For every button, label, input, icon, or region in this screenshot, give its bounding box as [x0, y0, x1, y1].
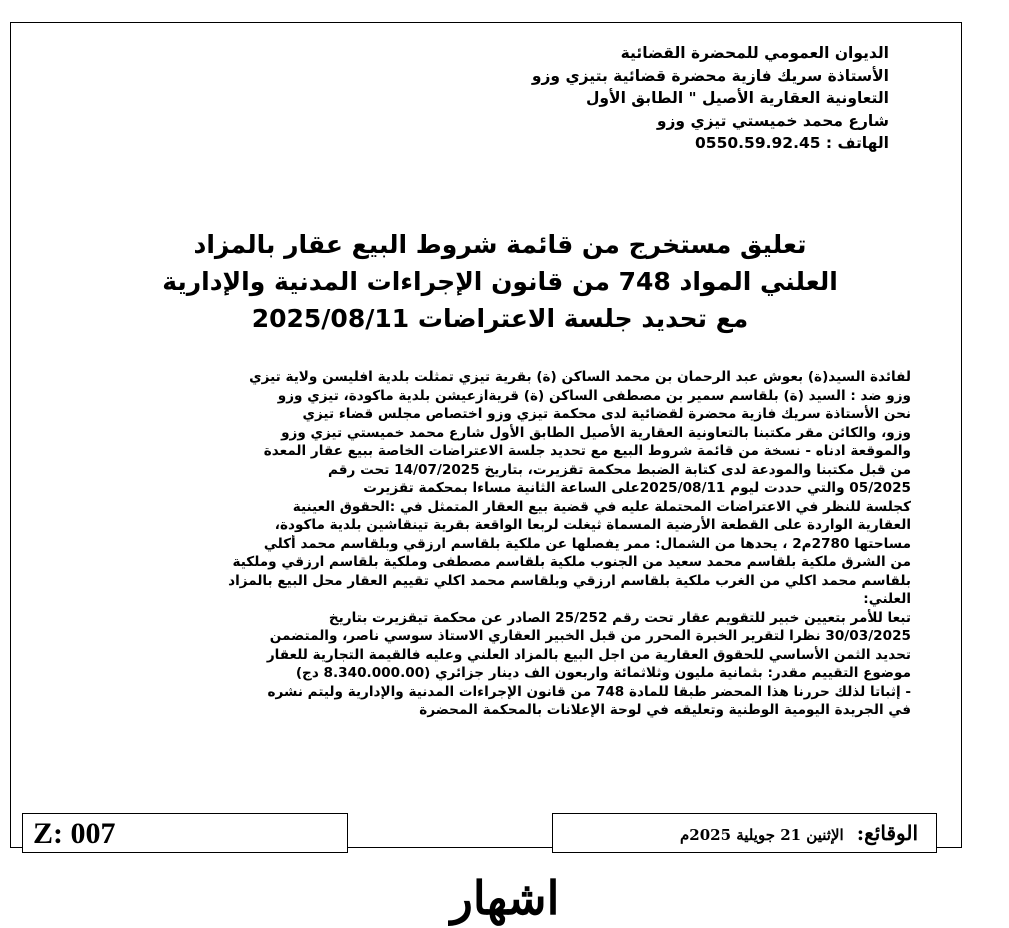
header-line: شارع محمد خميستي تيزي وزو [656, 111, 889, 130]
body-line: - إثباتا لذلك حررنا هذا المحضر طبقا للمادة 748 من قانون الإجراءات المدنية والإدارية وليتم نشره [267, 683, 911, 700]
body-line: بلقاسم محمد اكلي من الغرب ملكية بلقاسم ارزقي وبلقاسم محمد اكلي تقييم العقار محل البيع بالمزاد [228, 572, 911, 589]
body-line: تبعا للأمر بتعيين خبير للتقويم عقار تحت رقم 25/252 الصادر عن محكمة تيقزيرت بتاريخ [328, 609, 911, 626]
body-line: من قبل مكتبنا والمودعة لدى كتابة الضبط محكمة تقزيرت، بتاريخ 14/07/2025 تحت رقم [327, 461, 911, 478]
body-line: تحديد الثمن الأساسي للحقوق العقارية من اجل البيع بالمزاد العلني وعليه فالقيمة التجارية للعقار [266, 646, 911, 663]
header-phone: الهاتف : 0550.59.92.45 [695, 134, 889, 152]
body-line: في الجريدة اليومية الوطنية وتعليقه في لوحة الإعلانات بالمحكمة المحضرة [419, 702, 911, 718]
announcement-heading: اشهار [450, 871, 560, 925]
header-line: الأستاذة سريك فازية محضرة قضائية بتيزي وزو [531, 66, 889, 85]
bailiff-office-header [389, 42, 889, 155]
title-line: مع تحديد جلسة الاعتراضات 2025/08/11 [251, 304, 749, 333]
header-line: الديوان العمومي للمحضرة القضائية [620, 44, 889, 62]
reference-box [22, 813, 348, 853]
body-line: العلني: [863, 591, 911, 607]
notice-title [100, 226, 900, 337]
body-line: مساحتها 2780م2 ، يحدها من الشمال: ممر يفصلها عن ملكية بلقاسم ارزقي وبلقاسم محمد أكلي [263, 535, 911, 552]
body-line: وزو، والكائن مقر مكتبنا بالتعاونية العقارية الأصيل الطابق الأول شارع محمد خميستي تيزي وزو [281, 424, 911, 441]
body-line: كجلسة للنظر في الاعتراضات المحتملة عليه في قضية بيع العقار المتمثل في :الحقوق العينية [292, 498, 911, 515]
body-line: من الشرق ملكية بلقاسم محمد سعيد من الجنوب ملكية بلقاسم مصطفى وملكية بلقاسم ارزقي وملكية [232, 554, 911, 570]
body-line: نحن الأستاذة سريك فازية محضرة لقضائية لدى محكمة تيزي وزو اختصاص مجلس قضاء تيزي [302, 406, 911, 422]
publication-date: الإثنين 21 جويلية 2025م [679, 826, 844, 844]
body-line: 05/2025 والتي حددت ليوم 2025/08/11على الساعة الثانية مساءا بمحكمة تقزيرت [363, 480, 911, 496]
publication-date-box [552, 813, 937, 853]
header-line: التعاونية العقارية الأصيل " الطابق الأول [585, 89, 889, 107]
body-line: 30/03/2025 نظرا لتقرير الخبرة المحرر من قبل الخبير العقاري الاستاذ سوسي ناصر، والمتضمن [269, 628, 911, 644]
body-line: وزو ضد : السيد (ة) بلقاسم سمير بن مصطفى الساكن (ة) قريةازعيشن بلدية ماكودة، تيزي وزو [277, 387, 911, 404]
reference-number: Z: 007 [33, 817, 116, 850]
body-line: موضوع التقييم مقدر: بثمانية مليون وثلاثمائة واربعون الف دينار جزائري (8.340.000.00 دج) [295, 665, 911, 681]
body-line: لفائدة السيد(ة) بعوش عبد الرحمان بن محمد الساكن (ة) بقرية تيزي تمثلت بلدية افليسن ولاية تيزي [249, 369, 911, 385]
notice-body [93, 368, 911, 720]
waqai-label: الوقائع: [856, 821, 918, 845]
title-line: العلني المواد 748 من قانون الإجراءات المدنية والإدارية [162, 267, 838, 296]
body-line: العقارية الواردة على القطعة الأرضية المسماة ثيغلت لربعا الواقعة بقرية تينقاشين بلدية ماكودة، [274, 517, 911, 533]
title-line: تعليق مستخرج من قائمة شروط البيع عقار بالمزاد [193, 230, 807, 259]
body-line: والموقعة ادناه - نسخة من قائمة شروط البيع مع تحديد جلسة الاعتراضات الخاصة ببيع عقار المعدة [263, 443, 911, 459]
